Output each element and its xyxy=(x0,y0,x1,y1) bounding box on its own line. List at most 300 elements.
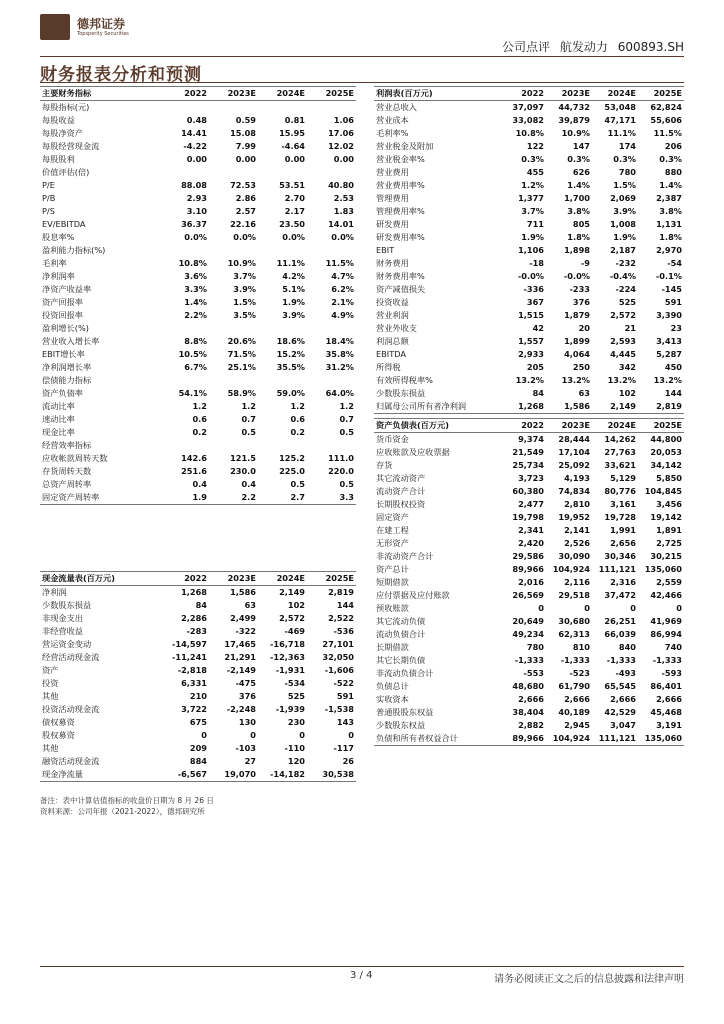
row-value: 13.2% xyxy=(653,375,682,385)
row-label: 融资活动现金流 xyxy=(42,756,100,766)
row-label: 普通股股东权益 xyxy=(376,707,434,717)
row-value: 2,819 xyxy=(656,401,682,411)
valuation-note: 备注：表中计算估值指标的收盘价日期为 8 月 26 日 xyxy=(40,796,214,805)
table-row xyxy=(40,231,356,244)
row-value: 30,346 xyxy=(604,551,636,561)
row-label: 偿债能力指标 xyxy=(42,375,92,385)
row-value: 13.2% xyxy=(607,375,636,385)
row-label: 其它长期负债 xyxy=(376,655,426,665)
row-value: -0.0% xyxy=(517,271,544,281)
row-value: 10.8% xyxy=(515,128,544,138)
table-row xyxy=(374,589,684,602)
table-row xyxy=(40,140,356,153)
row-value: 2,666 xyxy=(656,694,682,704)
row-label: 研发费用率% xyxy=(376,232,425,242)
row-value: 6,331 xyxy=(181,678,207,688)
row-value: 2,572 xyxy=(610,310,636,320)
row-value xyxy=(209,322,258,335)
row-value: 20 xyxy=(578,323,590,333)
row-value: 23 xyxy=(670,323,682,333)
row-value: -534 xyxy=(284,678,305,688)
row-value: 62,313 xyxy=(558,629,590,639)
row-value: 0.0% xyxy=(233,232,256,242)
row-value: 2,666 xyxy=(564,694,590,704)
row-value: 144 xyxy=(336,600,354,610)
row-label: EBIT增长率 xyxy=(42,349,85,359)
row-value: 0 xyxy=(299,730,305,740)
row-value xyxy=(209,166,258,179)
row-label: 非流动资产合计 xyxy=(376,551,434,561)
row-value: 13.2% xyxy=(515,375,544,385)
row-value: 3.10 xyxy=(186,206,207,216)
row-value: -0.4% xyxy=(609,271,636,281)
row-value: 1,106 xyxy=(518,245,544,255)
row-value: 144 xyxy=(664,388,682,398)
row-value: 2.70 xyxy=(284,193,305,203)
row-label: 营业费用 xyxy=(376,167,409,177)
row-value: 40,189 xyxy=(558,707,590,717)
table-row xyxy=(374,732,684,746)
table-row xyxy=(374,361,684,374)
row-label: 每股净资产 xyxy=(42,128,83,138)
row-value: 675 xyxy=(189,717,207,727)
row-value: 810 xyxy=(572,642,590,652)
row-value: 0.2 xyxy=(290,427,305,437)
row-value: 111.0 xyxy=(328,453,354,463)
row-value: 27 xyxy=(244,756,256,766)
report-type: 公司点评 xyxy=(502,40,551,54)
row-value: 44,732 xyxy=(558,102,590,112)
row-value: 0 xyxy=(630,603,636,613)
row-value: 2,666 xyxy=(518,694,544,704)
row-value: 210 xyxy=(189,691,207,701)
row-value: 88.08 xyxy=(181,180,207,190)
table-row xyxy=(374,537,684,550)
row-value: 9,374 xyxy=(518,434,544,444)
row-value: 42,466 xyxy=(650,590,682,600)
row-value: 19,142 xyxy=(650,512,682,522)
row-value: 0.3% xyxy=(613,154,636,164)
row-value: -224 xyxy=(615,284,636,294)
table-row xyxy=(40,491,356,505)
row-value: 376 xyxy=(572,297,590,307)
row-value: 4.7% xyxy=(331,271,354,281)
row-value: 33,621 xyxy=(604,460,636,470)
table-row xyxy=(40,270,356,283)
row-value xyxy=(160,166,209,179)
page-title: 财务报表分析和预测 xyxy=(40,65,202,85)
row-value: 15.95 xyxy=(279,128,305,138)
table-row xyxy=(40,768,356,782)
row-label: 价值评估(倍) xyxy=(42,167,90,177)
row-value: 4.2% xyxy=(282,271,305,281)
row-value: 3.8% xyxy=(659,206,682,216)
table-header-row xyxy=(40,572,356,586)
row-label: 现金比率 xyxy=(42,427,75,437)
row-value: 2,420 xyxy=(518,538,544,548)
row-value xyxy=(307,244,356,257)
row-value: 2,572 xyxy=(279,613,305,623)
row-value: 21,291 xyxy=(224,652,256,662)
row-label: 资产回报率 xyxy=(42,297,83,307)
row-value: 84 xyxy=(195,600,207,610)
row-value: -9 xyxy=(580,258,590,268)
year-header: 2023E xyxy=(561,88,590,98)
row-value: 1.9% xyxy=(282,297,305,307)
row-value: 0.5 xyxy=(290,479,305,489)
table-row xyxy=(40,465,356,478)
row-value: -493 xyxy=(615,668,636,678)
row-label: 研发费用 xyxy=(376,219,409,229)
row-label: 现金净流量 xyxy=(42,769,83,779)
row-value: 2,141 xyxy=(564,525,590,535)
row-value: 1.2 xyxy=(339,401,354,411)
year-header: 2024E xyxy=(607,88,636,98)
row-value: 1.5% xyxy=(233,297,256,307)
row-value: 3.3 xyxy=(339,492,354,502)
row-value: 1,586 xyxy=(564,401,590,411)
row-value: -1,333 xyxy=(606,655,636,665)
row-value xyxy=(258,166,307,179)
row-value: 2,316 xyxy=(610,577,636,587)
row-value: 2,286 xyxy=(181,613,207,623)
row-value: 0 xyxy=(676,603,682,613)
row-label: 非经营收益 xyxy=(42,626,83,636)
row-value: -6,567 xyxy=(177,769,207,779)
row-value: 29,518 xyxy=(558,590,590,600)
row-value: 2,593 xyxy=(610,336,636,346)
company-logo xyxy=(40,14,170,40)
table-row xyxy=(40,283,356,296)
table-row xyxy=(374,576,684,589)
row-label: 总资产周转率 xyxy=(42,479,92,489)
row-value: 0.4 xyxy=(241,479,256,489)
table-row xyxy=(40,179,356,192)
table-header-row xyxy=(40,87,356,101)
row-label: 资产总计 xyxy=(376,564,409,574)
row-value: 29,586 xyxy=(512,551,544,561)
row-value: 2,149 xyxy=(279,587,305,597)
row-label: 管理费用 xyxy=(376,193,409,203)
row-value: 2,666 xyxy=(610,694,636,704)
table-row xyxy=(374,706,684,719)
table-row xyxy=(374,348,684,361)
table-row xyxy=(374,680,684,693)
row-value: 450 xyxy=(664,362,682,372)
table-row xyxy=(40,400,356,413)
row-value: 26 xyxy=(342,756,354,766)
table-row xyxy=(374,550,684,563)
row-label: 少数股东损益 xyxy=(42,600,92,610)
row-value: 1.2% xyxy=(521,180,544,190)
year-header: 2025E xyxy=(325,573,354,583)
row-value: 2.57 xyxy=(235,206,256,216)
row-value: 111,121 xyxy=(598,733,636,743)
row-label: 营业成本 xyxy=(376,115,409,125)
table-row xyxy=(40,205,356,218)
row-value: 230 xyxy=(287,717,305,727)
row-value: -14,597 xyxy=(172,639,207,649)
row-value: 3.3% xyxy=(184,284,207,294)
row-value: 3,722 xyxy=(181,704,207,714)
table-row xyxy=(374,485,684,498)
table-row xyxy=(374,166,684,179)
row-value xyxy=(258,374,307,387)
row-value: 0.59 xyxy=(235,115,256,125)
table-row xyxy=(374,309,684,322)
row-value: -233 xyxy=(569,284,590,294)
income-statement-table xyxy=(374,86,684,414)
row-label: EBITDA xyxy=(376,349,406,359)
row-label: 资产 xyxy=(42,665,59,675)
row-value: 27,101 xyxy=(322,639,354,649)
row-label: 在建工程 xyxy=(376,525,409,535)
row-value: -18 xyxy=(529,258,544,268)
row-value: 2,656 xyxy=(610,538,636,548)
row-value: 3,191 xyxy=(656,720,682,730)
row-value: 0.2 xyxy=(192,427,207,437)
row-value: 64.0% xyxy=(325,388,354,398)
row-label: 固定资产 xyxy=(376,512,409,522)
row-value: -536 xyxy=(333,626,354,636)
row-value: 2.17 xyxy=(284,206,305,216)
table-row xyxy=(374,218,684,231)
table-row xyxy=(40,426,356,439)
row-value: 209 xyxy=(189,743,207,753)
logo-english-name: Topsperity Securities xyxy=(77,31,129,37)
year-header: 2025E xyxy=(325,88,354,98)
row-value: 8.8% xyxy=(184,336,207,346)
row-value xyxy=(258,322,307,335)
table-header-row xyxy=(374,419,684,433)
row-value: 3.6% xyxy=(184,271,207,281)
row-value: 1.4% xyxy=(659,180,682,190)
row-value: 89,966 xyxy=(512,733,544,743)
row-label: 实收资本 xyxy=(376,694,409,704)
row-value: 1.2 xyxy=(192,401,207,411)
row-value: 0.81 xyxy=(284,115,305,125)
row-label: 净资产收益率 xyxy=(42,284,92,294)
row-value: 30,680 xyxy=(558,616,590,626)
row-value: 20,053 xyxy=(650,447,682,457)
row-label: 每股股利 xyxy=(42,154,75,164)
row-label: 净利润增长率 xyxy=(42,362,92,372)
cash-flow-table xyxy=(40,571,356,782)
row-value: 86,401 xyxy=(650,681,682,691)
table-row xyxy=(374,283,684,296)
row-label: 投资活动现金流 xyxy=(42,704,100,714)
row-value: 1.4% xyxy=(567,180,590,190)
row-value: 1,991 xyxy=(610,525,636,535)
row-value: 2,149 xyxy=(610,401,636,411)
row-value: 740 xyxy=(664,642,682,652)
row-value: 59.0% xyxy=(276,388,305,398)
table-row xyxy=(40,374,356,387)
row-value: 53,048 xyxy=(604,102,636,112)
row-value: 3.7% xyxy=(521,206,544,216)
row-value: 2,069 xyxy=(610,193,636,203)
row-value: -593 xyxy=(661,668,682,678)
row-value: 60,380 xyxy=(512,486,544,496)
row-value: 0.0% xyxy=(184,232,207,242)
logo-mark-icon xyxy=(40,14,70,40)
row-value: 14,262 xyxy=(604,434,636,444)
row-value: 25.1% xyxy=(227,362,256,372)
row-label: 营业税金及附加 xyxy=(376,141,434,151)
year-header: 2022 xyxy=(184,88,207,98)
row-label: 营业税金率% xyxy=(376,154,425,164)
table-row xyxy=(40,716,356,729)
row-value: 1.8% xyxy=(659,232,682,242)
row-value: 21,549 xyxy=(512,447,544,457)
row-value: 71.5% xyxy=(227,349,256,359)
footer-divider xyxy=(40,966,684,967)
row-value: 35.8% xyxy=(325,349,354,359)
table-row xyxy=(374,615,684,628)
year-header: 2023E xyxy=(227,573,256,583)
table-row xyxy=(374,322,684,335)
row-value: -2,818 xyxy=(177,665,207,675)
row-value: 2,341 xyxy=(518,525,544,535)
row-value: 120 xyxy=(287,756,305,766)
row-value: 45,468 xyxy=(650,707,682,717)
row-label: 财务费用率% xyxy=(376,271,425,281)
table-row xyxy=(374,602,684,615)
row-value: 230.0 xyxy=(230,466,256,476)
row-value: 0 xyxy=(348,730,354,740)
row-value: 0.48 xyxy=(186,115,207,125)
row-value: -1,538 xyxy=(324,704,354,714)
row-value: 20,649 xyxy=(512,616,544,626)
year-header: 2025E xyxy=(653,88,682,98)
row-value: 54.1% xyxy=(178,388,207,398)
legal-disclaimer: 请务必阅读正文之后的信息披露和法律声明 xyxy=(494,974,684,985)
year-header: 2022 xyxy=(184,573,207,583)
row-value: 25,092 xyxy=(558,460,590,470)
row-value: 1.9% xyxy=(521,232,544,242)
table-row xyxy=(40,153,356,166)
row-value: 2,970 xyxy=(656,245,682,255)
row-label: 应收帐款周转天数 xyxy=(42,453,108,463)
row-value: 880 xyxy=(664,167,682,177)
row-label: 预收账款 xyxy=(376,603,409,613)
row-value: 11.5% xyxy=(325,258,354,268)
row-value: 780 xyxy=(618,167,636,177)
row-value: 74,834 xyxy=(558,486,590,496)
table-row xyxy=(40,348,356,361)
row-value: 626 xyxy=(572,167,590,177)
row-value: 104,924 xyxy=(552,733,590,743)
table-row xyxy=(40,586,356,600)
row-value: 2,187 xyxy=(610,245,636,255)
row-value: 4,445 xyxy=(610,349,636,359)
row-label: 营业收入增长率 xyxy=(42,336,100,346)
row-value: 2.1% xyxy=(331,297,354,307)
table-row xyxy=(374,719,684,732)
table-row xyxy=(374,628,684,641)
row-value: 14.41 xyxy=(181,128,207,138)
row-value: 0.6 xyxy=(192,414,207,424)
row-value: -1,333 xyxy=(514,655,544,665)
balance-sheet-table xyxy=(374,418,684,746)
table-row xyxy=(40,166,356,179)
row-value: 48,680 xyxy=(512,681,544,691)
row-value: 30,090 xyxy=(558,551,590,561)
row-label: EV/EBITDA xyxy=(42,219,86,229)
row-value: 28,444 xyxy=(558,434,590,444)
row-label: 股息率% xyxy=(42,232,75,242)
table-row xyxy=(374,511,684,524)
row-value: 0.6 xyxy=(290,414,305,424)
table-row xyxy=(374,498,684,511)
row-label: 营业外收支 xyxy=(376,323,417,333)
row-value: 0.0% xyxy=(282,232,305,242)
row-value: 30,538 xyxy=(322,769,354,779)
row-label: 利润总额 xyxy=(376,336,409,346)
table-row xyxy=(40,638,356,651)
row-value: 3.9% xyxy=(613,206,636,216)
row-value: 143 xyxy=(336,717,354,727)
row-value: -0.0% xyxy=(563,271,590,281)
table-row xyxy=(374,563,684,576)
row-value: -11,241 xyxy=(172,652,207,662)
row-value: 206 xyxy=(664,141,682,151)
row-value: 225.0 xyxy=(279,466,305,476)
row-value: 17,104 xyxy=(558,447,590,457)
table-row xyxy=(40,478,356,491)
table-row xyxy=(374,400,684,414)
row-value xyxy=(209,244,258,257)
row-label: 无形资产 xyxy=(376,538,409,548)
row-value: 2,522 xyxy=(328,613,354,623)
row-value: 0.4 xyxy=(192,479,207,489)
row-label: 每股收益 xyxy=(42,115,75,125)
row-value: 0 xyxy=(250,730,256,740)
table-row xyxy=(40,677,356,690)
row-value xyxy=(160,374,209,387)
row-value: 2,725 xyxy=(656,538,682,548)
row-value: 34,142 xyxy=(650,460,682,470)
row-value: 0 xyxy=(538,603,544,613)
table-row xyxy=(374,667,684,680)
row-value: 10.9% xyxy=(227,258,256,268)
row-value: 1.9 xyxy=(192,492,207,502)
row-value: -117 xyxy=(333,743,354,753)
row-label: 财务费用 xyxy=(376,258,409,268)
year-header: 2024E xyxy=(607,420,636,430)
row-value: 591 xyxy=(664,297,682,307)
row-value: 525 xyxy=(618,297,636,307)
row-value: 17.06 xyxy=(328,128,354,138)
table-row xyxy=(374,231,684,244)
row-value xyxy=(307,322,356,335)
row-value: -523 xyxy=(569,668,590,678)
row-value: 11.1% xyxy=(276,258,305,268)
table-row xyxy=(40,387,356,400)
row-label: 其他 xyxy=(42,743,59,753)
row-label: 净利润 xyxy=(42,587,67,597)
row-value: -54 xyxy=(667,258,682,268)
row-value: 20.6% xyxy=(227,336,256,346)
row-value: 367 xyxy=(526,297,544,307)
row-value: 0 xyxy=(584,603,590,613)
table-row xyxy=(374,101,684,115)
row-label: 少数股东损益 xyxy=(376,388,426,398)
table-row xyxy=(374,433,684,447)
table-row xyxy=(40,244,356,257)
row-value: 14.01 xyxy=(328,219,354,229)
row-value: 36.37 xyxy=(181,219,207,229)
